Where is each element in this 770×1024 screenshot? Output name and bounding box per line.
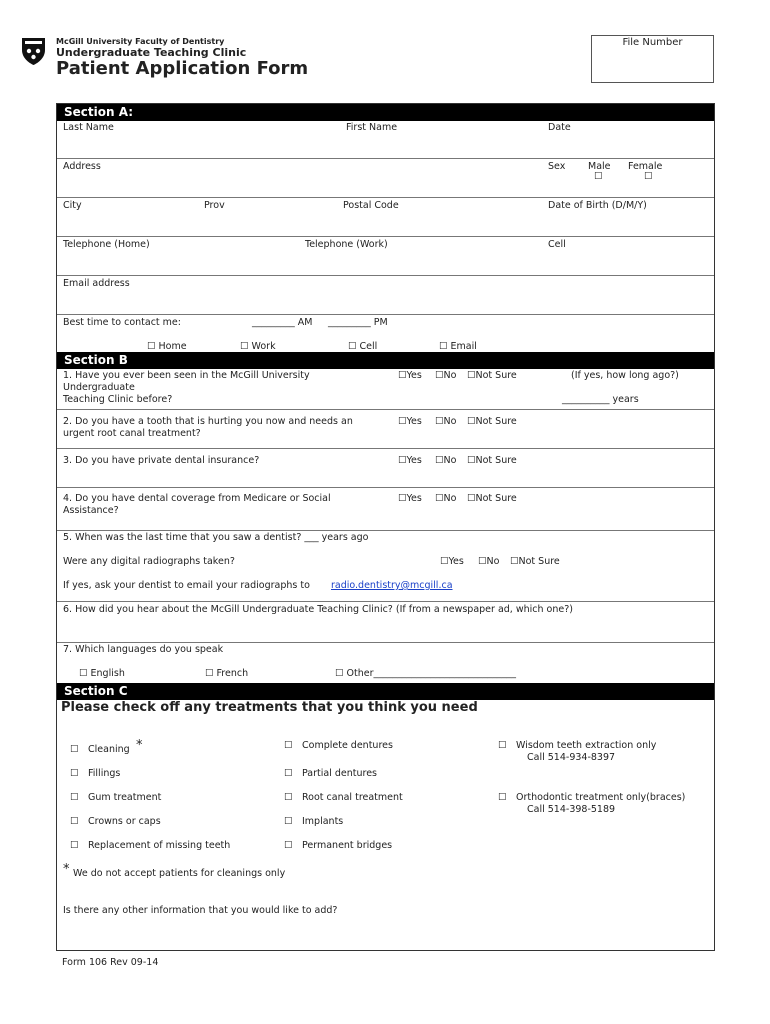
gum-treatment-checkbox[interactable]: ☐ [70, 792, 79, 803]
dob-label: Date of Birth (D/M/Y) [548, 200, 647, 211]
partial-dentures-checkbox[interactable]: ☐ [284, 768, 293, 779]
cleaning-note: We do not accept patients for cleanings only [73, 868, 286, 879]
form-revision: Form 106 Rev 09-14 [62, 957, 159, 968]
gum-treatment-label: Gum treatment [88, 792, 162, 803]
lang-english-checkbox[interactable]: ☐ English [79, 668, 125, 679]
file-number-field[interactable] [591, 35, 714, 83]
radiographs-email-link[interactable]: radio.dentistry@mcgill.ca [331, 580, 453, 591]
partial-dentures-label: Partial dentures [302, 768, 378, 779]
fillings-checkbox[interactable]: ☐ [70, 768, 79, 779]
sex-label: Sex [548, 161, 566, 172]
cleaning-asterisk: * [136, 738, 143, 753]
contact-home-checkbox[interactable]: ☐ Home [147, 341, 187, 352]
question-2: 2. Do you have a tooth that is hurting you now and needs an urgent root canal treatment? [63, 416, 353, 439]
contact-work-checkbox[interactable]: ☐ Work [240, 341, 276, 352]
q5-ask-dentist-text: If yes, ask your dentist to email your radiographs to [63, 580, 310, 591]
city-label: City [63, 200, 82, 211]
question-3: 3. Do you have private dental insurance? [63, 455, 260, 466]
male-checkbox[interactable]: ☐ [594, 171, 603, 182]
postal-code-label: Postal Code [343, 200, 399, 211]
wisdom-teeth-label: Wisdom teeth extraction only [516, 740, 657, 751]
female-label: Female [628, 161, 663, 172]
file-number-label: File Number [622, 37, 683, 48]
q5-not-sure[interactable]: ☐Not Sure [510, 556, 560, 567]
female-checkbox[interactable]: ☐ [644, 171, 653, 182]
implants-label: Implants [302, 816, 344, 827]
org-name: McGill University Faculty of Dentistry [56, 37, 225, 46]
application-form [56, 103, 715, 951]
contact-email-checkbox[interactable]: ☐ Email [439, 341, 477, 352]
root-canal-label: Root canal treatment [302, 792, 403, 803]
q5-no[interactable]: ☐No [478, 556, 500, 567]
orthodontic-phone: Call 514-398-5189 [527, 804, 616, 815]
q1-years-field[interactable]: __________ years [562, 394, 639, 405]
q1-yes[interactable]: ☐Yes [398, 370, 422, 381]
q2-not-sure[interactable]: ☐Not Sure [467, 416, 517, 427]
crowns-label: Crowns or caps [88, 816, 161, 827]
q1-how-long-label: (If yes, how long ago?) [571, 370, 679, 381]
section-a-header: Section A: [57, 104, 714, 121]
question-4: 4. Do you have dental coverage from Medicare or Social Assistance? [63, 493, 331, 516]
last-name-label: Last Name [63, 122, 114, 133]
complete-dentures-label: Complete dentures [302, 740, 393, 751]
q3-not-sure[interactable]: ☐Not Sure [467, 455, 517, 466]
q2-yes[interactable]: ☐Yes [398, 416, 422, 427]
fillings-label: Fillings [88, 768, 121, 779]
male-label: Male [588, 161, 611, 172]
crowns-checkbox[interactable]: ☐ [70, 816, 79, 827]
question-1: 1. Have you ever been seen in the McGill University Undergraduate Teaching Clinic before? [63, 370, 310, 405]
lang-other-checkbox[interactable]: ☐ Other______________________________ [335, 668, 517, 679]
am-field[interactable]: _________ AM [252, 317, 313, 328]
wisdom-teeth-checkbox[interactable]: ☐ [498, 740, 507, 751]
q3-no[interactable]: ☐No [435, 455, 457, 466]
lang-french-checkbox[interactable]: ☐ French [205, 668, 249, 679]
clinic-name: Undergraduate Teaching Clinic [56, 46, 247, 59]
tel-work-label: Telephone (Work) [305, 239, 388, 250]
date-label: Date [548, 122, 571, 133]
tel-home-label: Telephone (Home) [63, 239, 150, 250]
q1-not-sure[interactable]: ☐Not Sure [467, 370, 517, 381]
pm-field[interactable]: _________ PM [328, 317, 388, 328]
orthodontic-checkbox[interactable]: ☐ [498, 792, 507, 803]
page-title: Patient Application Form [56, 58, 309, 79]
cleaning-label: Cleaning [88, 744, 130, 755]
note-asterisk: * [63, 862, 70, 877]
q3-yes[interactable]: ☐Yes [398, 455, 422, 466]
replacement-teeth-label: Replacement of missing teeth [88, 840, 231, 851]
section-b-header: Section B [57, 352, 714, 369]
q2-no[interactable]: ☐No [435, 416, 457, 427]
treatments-instruction: Please check off any treatments that you think you need [61, 700, 478, 715]
replacement-teeth-checkbox[interactable]: ☐ [70, 840, 79, 851]
email-label: Email address [63, 278, 130, 289]
q4-no[interactable]: ☐No [435, 493, 457, 504]
wisdom-teeth-phone: Call 514-934-8397 [527, 752, 616, 763]
q5-yes[interactable]: ☐Yes [440, 556, 464, 567]
implants-checkbox[interactable]: ☐ [284, 816, 293, 827]
cleaning-checkbox[interactable]: ☐ [70, 744, 79, 755]
other-info-label: Is there any other information that you would like to add? [63, 905, 338, 916]
prov-label: Prov [204, 200, 225, 211]
best-time-label: Best time to contact me: [63, 317, 181, 328]
question-7: 7. Which languages do you speak [63, 644, 224, 655]
question-6: 6. How did you hear about the McGill Undergraduate Teaching Clinic? (If from a newspaper ad, which one?) [63, 604, 573, 615]
q4-yes[interactable]: ☐Yes [398, 493, 422, 504]
permanent-bridges-label: Permanent bridges [302, 840, 393, 851]
section-c-header: Section C [57, 683, 714, 700]
address-label: Address [63, 161, 101, 172]
q1-no[interactable]: ☐No [435, 370, 457, 381]
question-5: 5. When was the last time that you saw a dentist? ___ years ago [63, 532, 369, 543]
contact-cell-checkbox[interactable]: ☐ Cell [348, 341, 378, 352]
permanent-bridges-checkbox[interactable]: ☐ [284, 840, 293, 851]
q5-radiographs-question: Were any digital radiographs taken? [63, 556, 235, 567]
root-canal-checkbox[interactable]: ☐ [284, 792, 293, 803]
orthodontic-label: Orthodontic treatment only(braces) [516, 792, 686, 803]
q4-not-sure[interactable]: ☐Not Sure [467, 493, 517, 504]
cell-label: Cell [548, 239, 566, 250]
complete-dentures-checkbox[interactable]: ☐ [284, 740, 293, 751]
mcgill-crest-logo [20, 36, 47, 66]
first-name-label: First Name [346, 122, 398, 133]
